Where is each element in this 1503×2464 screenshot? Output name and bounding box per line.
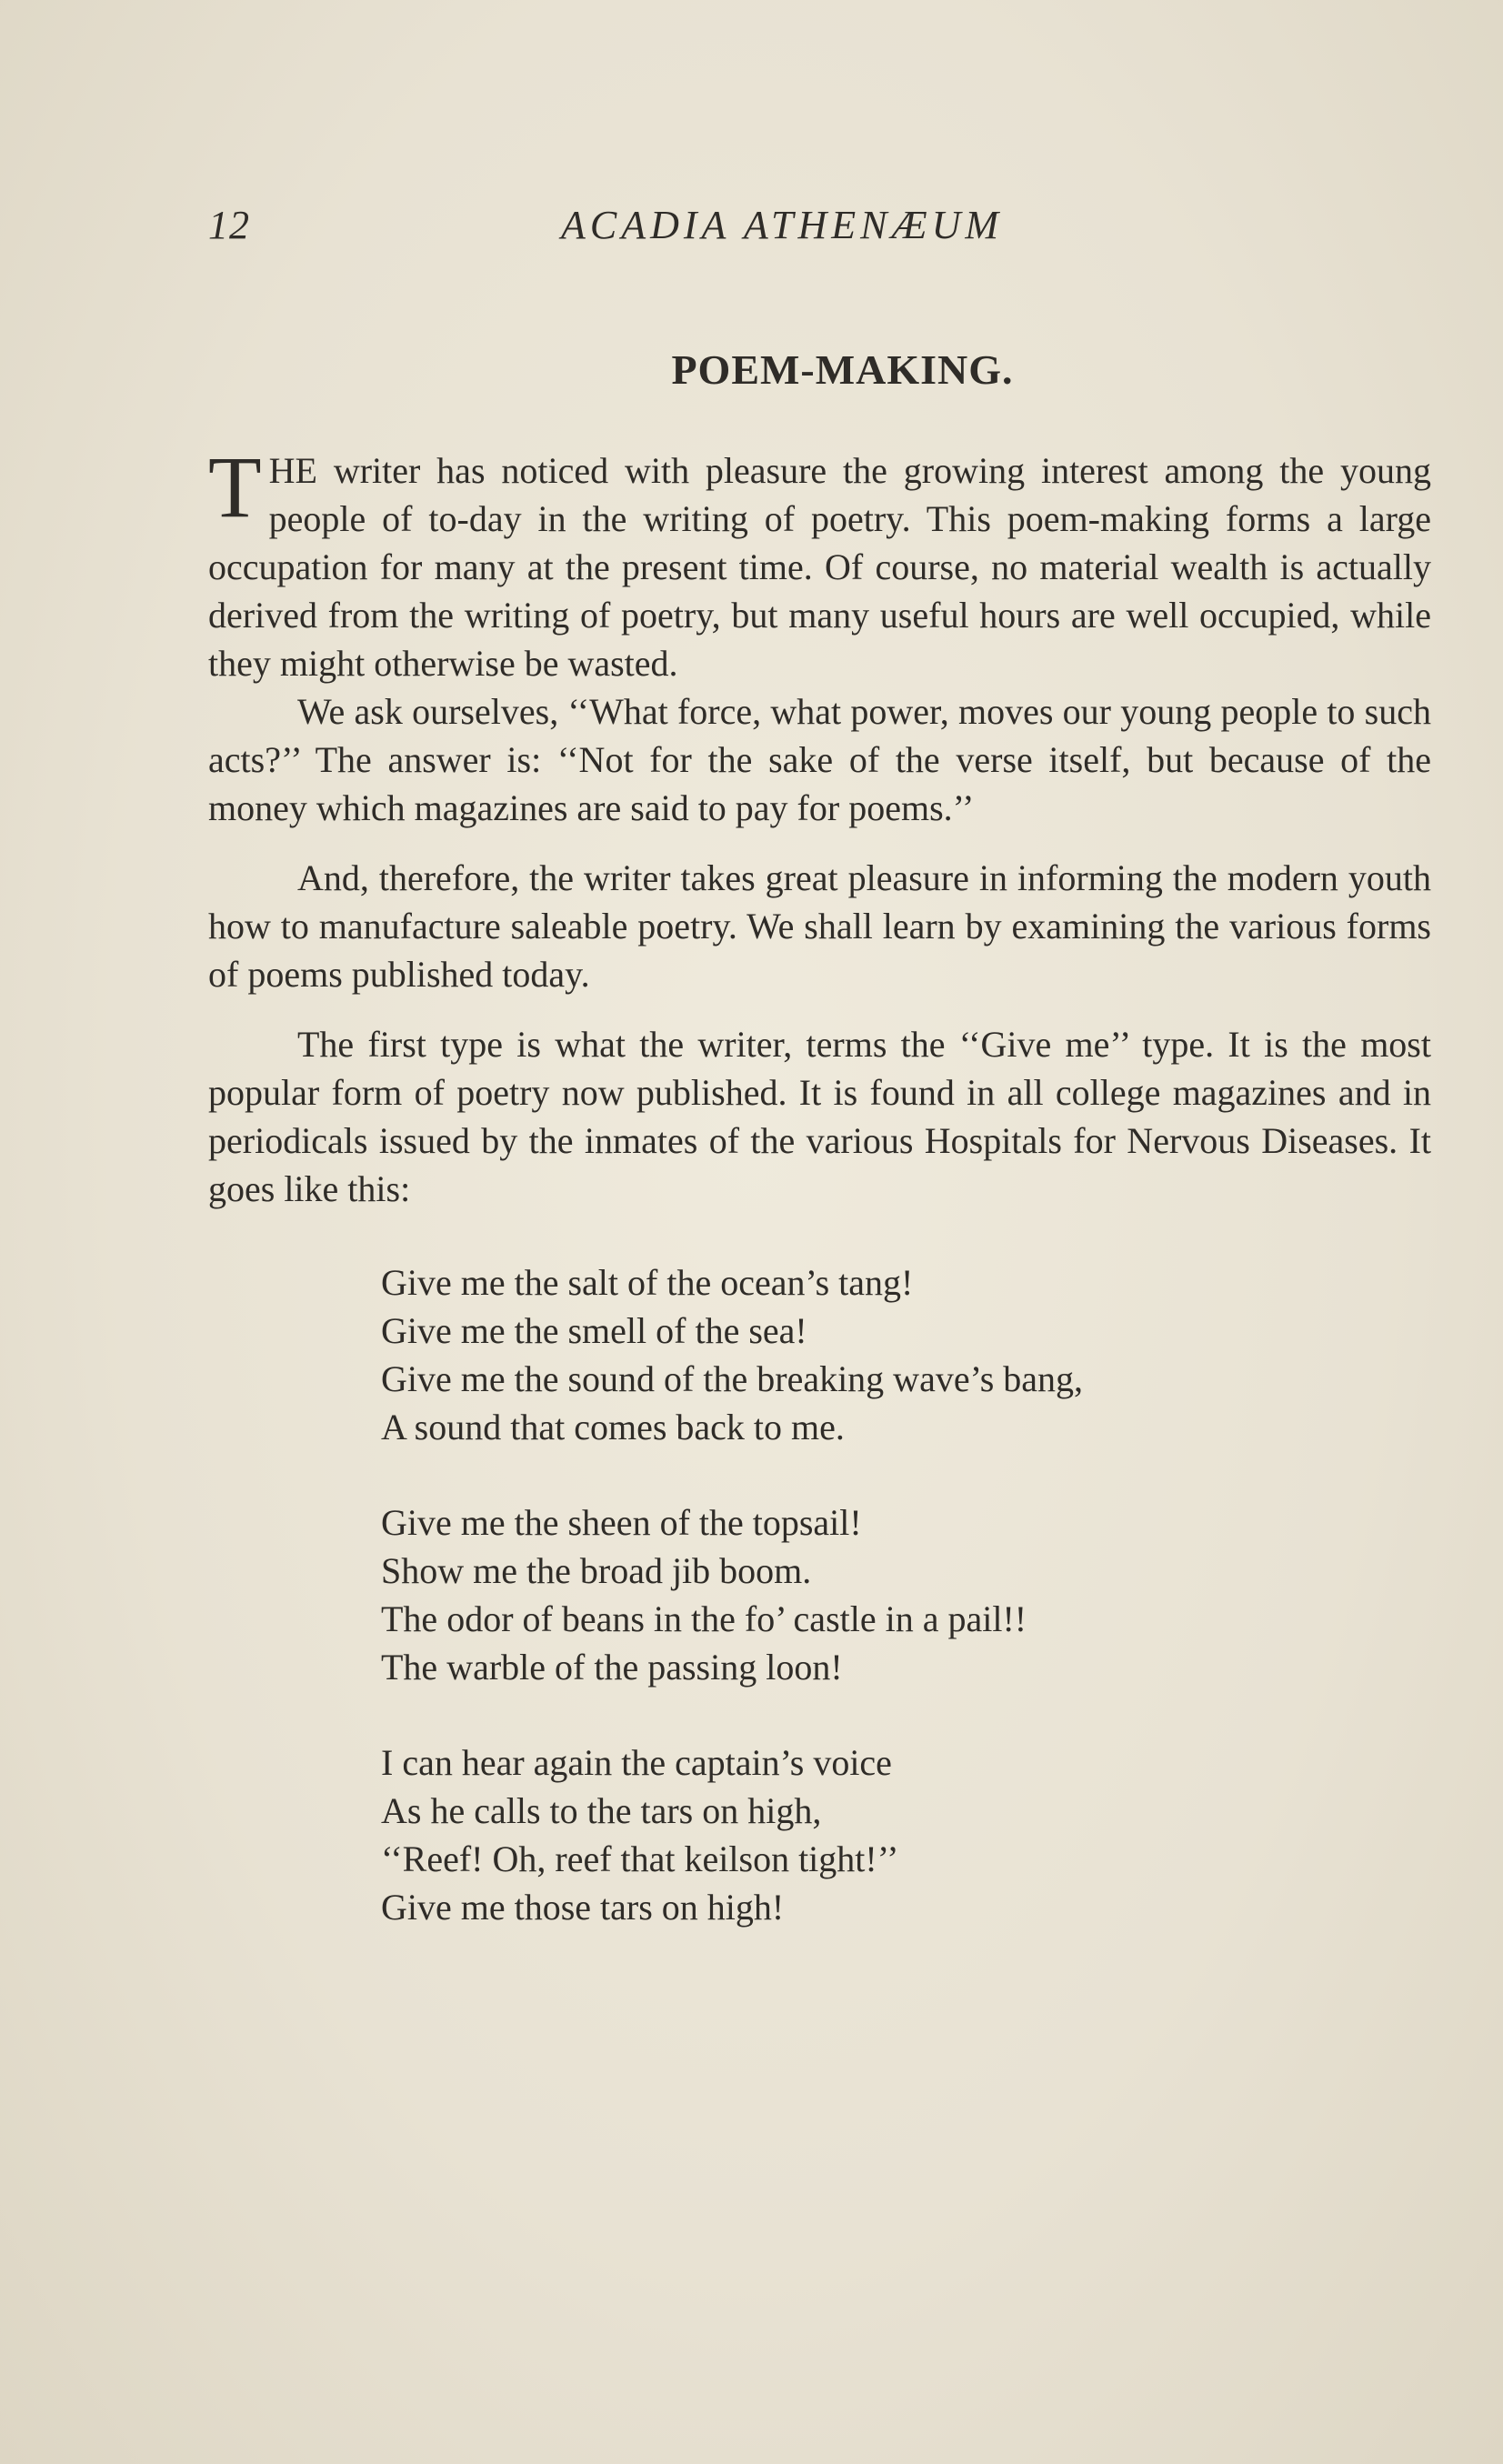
poem-line: The odor of beans in the fo’ castle in a pail!! <box>381 1598 1027 1639</box>
running-head <box>208 202 1431 256</box>
poem-line: Give me those tars on high! <box>381 1887 785 1928</box>
paragraph-1 <box>208 438 1431 687</box>
poem-line: I can hear again the captain’s voice <box>381 1742 892 1783</box>
poem-line: Give me the sound of the breaking wave’s bang, <box>381 1358 1084 1399</box>
article <box>208 346 1431 1978</box>
poem <box>381 1258 1431 1931</box>
journal-title: ACADIA ATHENÆUM <box>561 203 1004 247</box>
paragraph-1-text: HE writer has noticed with pleasure the growing interest among the young people of to-day in the writing of poetry. This poem-making forms a large occupation for many at the present time. Of course, no material wealth is actually derived from the writing of poetry, but many useful hours are well occupied, while they might otherwise be wasted. <box>208 450 1431 684</box>
poem-stanza-1 <box>381 1258 1431 1451</box>
poem-stanza-2 <box>381 1498 1431 1691</box>
paragraph-4: The first type is what the writer, terms the ‘‘Give me’’ type. It is the most popular form of poetry now published. It is found in all college magazines and in periodicals issued by the inmates of the various Hospitals for Nervous Diseases. It goes like this: <box>208 1024 1431 1209</box>
poem-line: A sound that comes back to me. <box>381 1407 845 1447</box>
page-number: 12 <box>208 203 250 247</box>
poem-line: Give me the smell of the sea! <box>381 1310 807 1351</box>
poem-line: Show me the broad jib boom. <box>381 1550 812 1591</box>
drop-cap: T <box>208 438 262 536</box>
poem-stanza-3 <box>381 1738 1431 1931</box>
paragraph-2: We ask ourselves, ‘‘What force, what power, moves our young people to such acts?’’ The answer is: ‘‘Not for the sake of the verse itself, but because of the money which magazines are said to pay for poems.’’ <box>208 691 1431 828</box>
poem-line: The warble of the passing loon! <box>381 1647 843 1688</box>
poem-line: Give me the sheen of the topsail! <box>381 1502 862 1543</box>
poem-line: Give me the salt of the ocean’s tang! <box>381 1262 914 1303</box>
article-title: POEM-MAKING. <box>671 346 1014 393</box>
poem-line: ‘‘Reef! Oh, reef that keilson tight!’’ <box>381 1838 899 1879</box>
paragraph-3: And, therefore, the writer takes great pleasure in informing the modern youth how to manufacture saleable poetry. We shall learn by examining the various forms of poems published today. <box>208 857 1431 995</box>
poem-line: As he calls to the tars on high, <box>381 1790 822 1831</box>
